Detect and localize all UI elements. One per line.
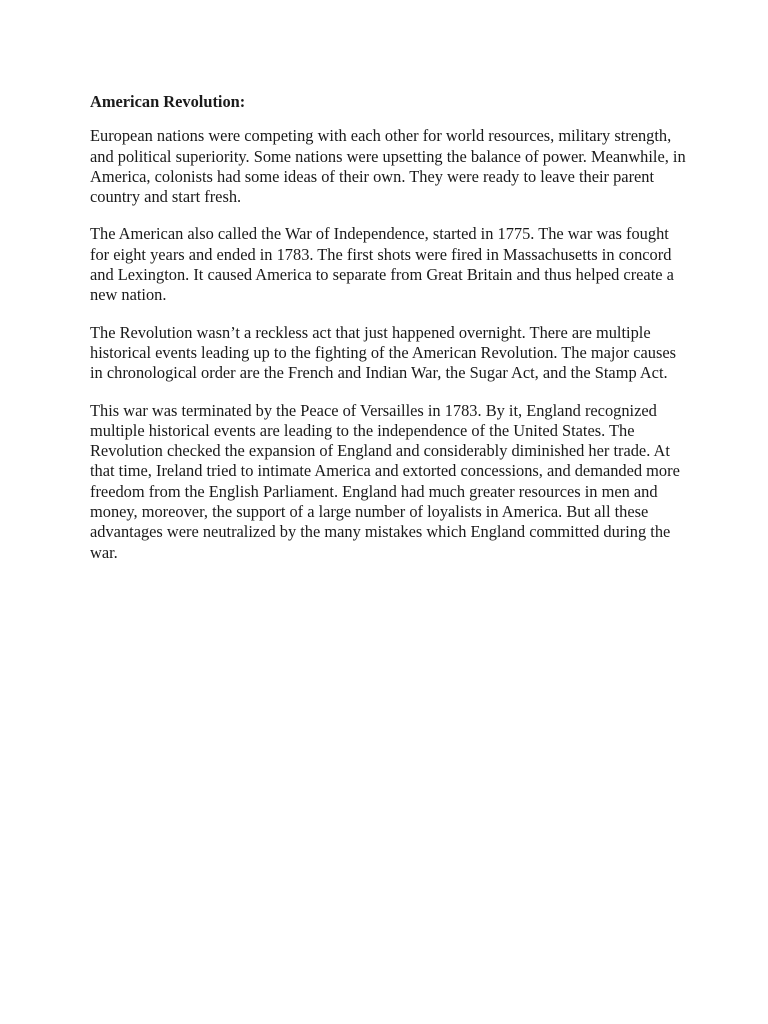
document-title: American Revolution: bbox=[90, 92, 246, 111]
paragraph-4: This war was terminated by the Peace of Versailles in 1783. By it, England recognized multiple historical events are leading to the independence of the United States. The Revolution checked the expansion of England and considerably diminished her trade. At that time, Ireland tried to intimate America and extorted concessions, and demanded more freedom from the English Parliament. England had much greater resources in men and money, moreover, the support of a large number of loyalists in America. But all these advantages were neutralized by the many mistakes which England committed during the war. bbox=[90, 400, 680, 562]
paragraph-2: The American also called the War of Independence, started in 1775. The war was fought for eight years and ended in 1783. The first shots were fired in Massachusetts in concord and Lexington. It caused America to separate from Great Britain and thus helped create a new nation. bbox=[90, 224, 674, 305]
paragraph-3: The Revolution wasn’t a reckless act that just happened overnight. There are multiple historical events leading up to the fighting of the American Revolution. The major causes in chronological order are the French and Indian War, the Sugar Act, and the Stamp Act. bbox=[90, 322, 676, 383]
paragraph-1: European nations were competing with each other for world resources, military strength, and political superiority. Some nations were upsetting the balance of power. Meanwhile, in America, colonists had some ideas of their own. They were ready to leave their parent country and start fresh. bbox=[90, 126, 686, 207]
document-page bbox=[90, 92, 690, 580]
